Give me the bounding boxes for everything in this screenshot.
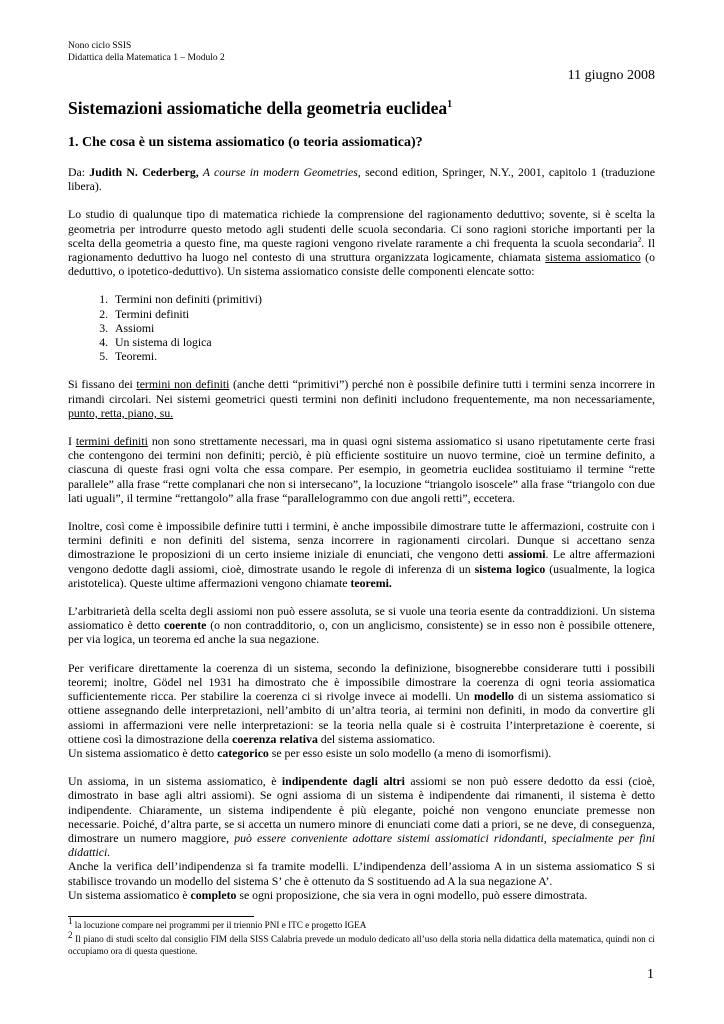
footnote-text-2: Il piano di studi scelto dal consiglio FIM della SISS Calabria prevede un modulo dedicato all’uso della storia nella didattica della matematica, quindi non ci occupiamo ora di questa questione. (68, 933, 655, 956)
p7-text-b: assiomi se non può essere dedotto da essi (cioè, dimostrato in base agli altri assiomi). Se ogni assioma di un sistema è indipendente dai rimanenti, il sistema è detto indipendente. Chiaramente, un sistema indipendente è più elegante, poiché non vengono enunciate premesse non necessarie. Poiché, d’altra parte, se si accetta un numero minore di enunciati come dati a priori, se ne deve, di conseguenza, dimostrare un numero maggiore, (68, 774, 655, 845)
footnote-ref-2[interactable]: 2 (637, 235, 642, 244)
term-coerenza-relativa: coerenza relativa (232, 731, 318, 746)
list-item: 4. Un sistema di logica (111, 335, 655, 349)
list-item: 5. Teoremi. (111, 349, 655, 363)
footnote-mark-1: 1 (68, 915, 73, 926)
source-paragraph (68, 165, 655, 193)
p3-text-a: I (68, 434, 76, 449)
list-item: 2. Termini definiti (111, 307, 655, 321)
p3-text-b: non sono strettamente necessari, ma in quasi ogni sistema assiomatico si usano ripetutamente certe frasi che contengono dei termini non definiti; perciò, è più efficiente sostituire un nuovo termine, cioè un termine definito, a ciascuna di queste frasi ogni volta che essa compare. Per esempio, in geometria euclidea sostituiamo il termine “rette parallele” alla frase “rette complanari che non si intersecano”, la locuzione “triangolo isoscele” alla frase “triangolo con due lati uguali”, il termine “rettangolo” alla frase “parallelogrammo con due angoli retti”, eccetera. (68, 434, 655, 505)
p7-text-e: se ogni proposizione, che sia vera in ogni modello, può essere dimostrata. (236, 887, 588, 902)
footnote-text-1: la locuzione compare nei programmi per il triennio PNI e ITC e progetto IGEA (72, 919, 367, 930)
p6-text-c: del sistema assiomatico. (317, 731, 436, 746)
list-item: 1. Termini non definiti (primitivi) (111, 292, 655, 306)
term-indipendente: indipendente dagli altri (281, 774, 405, 789)
paragraph-undefined-terms (68, 377, 655, 420)
p4-text-b: . Le altre affermazioni vengono dedotte dagli assiomi, cioè, dimostrate usando le regole di inferenza di un (68, 547, 655, 576)
paragraph-models (68, 661, 655, 760)
p4-text-a: Inoltre, così come è impossibile definire tutti i termini, è anche impossibile dimostrare tutte le affermazioni, costruite con i termini definiti e non definiti del sistema, senza incorrere in ragionamenti circolari. Dunque si accettano senza dimostrazione le proposizioni di un certo insieme iniziale di enunciati, che vengono detti (68, 519, 655, 562)
p6-text-b: di un sistema assiomatico si ottiene assegnando delle interpretazioni, nell’ambito di un’altra teoria, ai termini non definiti, in modo da convertire gli assiomi in affermazioni vere nelle interpretazioni: se la teoria nella quale si è costruita l’interpretazione è coerente, si ottiene così la dimostrazione della (68, 689, 656, 746)
p7-text-a: Un assioma, in un sistema assiomatico, è (68, 774, 282, 789)
p6-text-d: Un sistema assiomatico è detto (68, 745, 218, 760)
footnote-2 (68, 929, 655, 957)
p6-text-e: se per esso esiste un solo modello (a meno di isomorfismi). (268, 745, 552, 760)
p5-text-a: L’arbitrarietà della scelta degli assiomi non può essere assoluta, se si vuole una teoria esente da contraddizioni. Un sistema assiomatico è detto (68, 604, 655, 633)
term-teoremi: teoremi. (350, 575, 392, 590)
footnote-mark-2: 2 (68, 929, 73, 940)
footnote-1 (68, 915, 655, 931)
paragraph-defined-terms (68, 434, 655, 505)
term-termini-non-definiti: termini non definiti (136, 377, 230, 392)
term-punto-retta-piano: punto, retta, piano, su. (68, 405, 174, 420)
term-assiomi: assiomi (508, 547, 546, 562)
source-author: Judith N. Cederberg, (89, 165, 199, 179)
term-modello: modello (473, 689, 514, 704)
title-text: Sistemazioni assiomatiche della geometria euclidea (68, 98, 448, 118)
footnote-separator (68, 916, 254, 917)
running-header (68, 40, 655, 64)
p2-text-b: (anche detti “primitivi”) perché non è possibile definire tutti i termini senza incorrere in rimandi circolari. Nei sistemi geometrici questi termini non definiti includono frequentemente, ma non necessariamente, (68, 377, 655, 406)
section-heading-1: 1. Che cosa è un sistema assiomatico (o teoria assiomatica)? (68, 135, 423, 150)
p2-text-a: Si fissano dei (68, 377, 137, 392)
document-page (68, 40, 655, 957)
page-number: 1 (647, 967, 654, 982)
list-item: 3. Assiomi (111, 321, 655, 335)
source-book: A course in modern Geometries, (198, 165, 361, 179)
term-categorico: categorico (217, 745, 269, 760)
p6-text-a: Per verificare direttamente la coerenza di un sistema, secondo la definizione, bisognerebbe considerare tutti i possibili teoremi; inoltre, Gödel nel 1931 ha dimostrato che è impossibile dimostrare la coerenza di ogni teoria assiomatica sufficientemente ricca. Per stabilire la coerenza ci si rivolge invece ai modelli. Un (68, 660, 655, 704)
p5-text-b: (o non contradditorio, o, con un anglicismo, consistente) se in esso non è possibile ottenere, per via logica, un teorema ed anche la sua negazione. (68, 618, 655, 647)
p1-text-a: Lo studio di qualunque tipo di matematica richiede la comprensione del ragionamento deduttivo; sovente, si è scelta la geometria per introdurre questo metodo agli studenti delle scuola secondaria. Ci sono ragioni storiche importanti per la scelta della geometria a questo fine, ma queste ragioni vengono rivelate raramente a chi frequenta la scuola secondaria (68, 207, 655, 250)
paragraph-axioms (68, 519, 655, 590)
term-completo: completo (190, 887, 237, 902)
p1-text-c: (o deduttivo, o ipotetico-deduttivo). Un sistema assiomatico consiste delle componenti elencate sotto: (68, 250, 655, 279)
term-sistema-logico: sistema logico (474, 561, 546, 576)
p4-text-c: (usualmente, la logica aristotelica). Queste ultime affermazioni vengono chiamate (68, 561, 655, 590)
source-prefix: Da: (68, 165, 90, 179)
footnote-ref-1[interactable]: 1 (447, 99, 453, 111)
p7-italic-note: può essere conveniente adottare sistemi assiomatici ridondanti, specialmente per fini didattici. (68, 830, 656, 860)
p7-text-d: Un sistema assiomatico è (68, 887, 191, 902)
term-coerente: coerente (164, 618, 207, 633)
p1-text-b: . Il ragionamento deduttivo ha luogo nel contesto di una struttura organizzata logicamente, chiamata (68, 235, 655, 265)
paragraph-intro (68, 207, 655, 278)
term-sistema-assiomatico: sistema assiomatico (545, 250, 641, 265)
paragraph-independence (68, 774, 655, 902)
term-termini-definiti: termini definiti (75, 434, 148, 449)
p7-text-c: Anche la verifica dell’indipendenza si fa tramite modelli. L’indipendenza dell’assioma A in un sistema assiomatico S si stabilisce trovando un modello del sistema S’ che è ottenuto da S sostituendo ad A la sua negazione A’. (68, 859, 655, 888)
components-list (68, 292, 655, 363)
document-title (68, 98, 655, 119)
header-line-1: Nono ciclo SSIS (68, 41, 132, 51)
paragraph-coherence (68, 604, 655, 647)
header-line-2: Didattica della Matematica 1 – Modulo 2 (68, 53, 225, 63)
source-rest: second edition, Springer, N.Y., 2001, capitolo 1 (traduzione libera). (68, 165, 655, 194)
document-date: 11 giugno 2008 (567, 68, 655, 83)
